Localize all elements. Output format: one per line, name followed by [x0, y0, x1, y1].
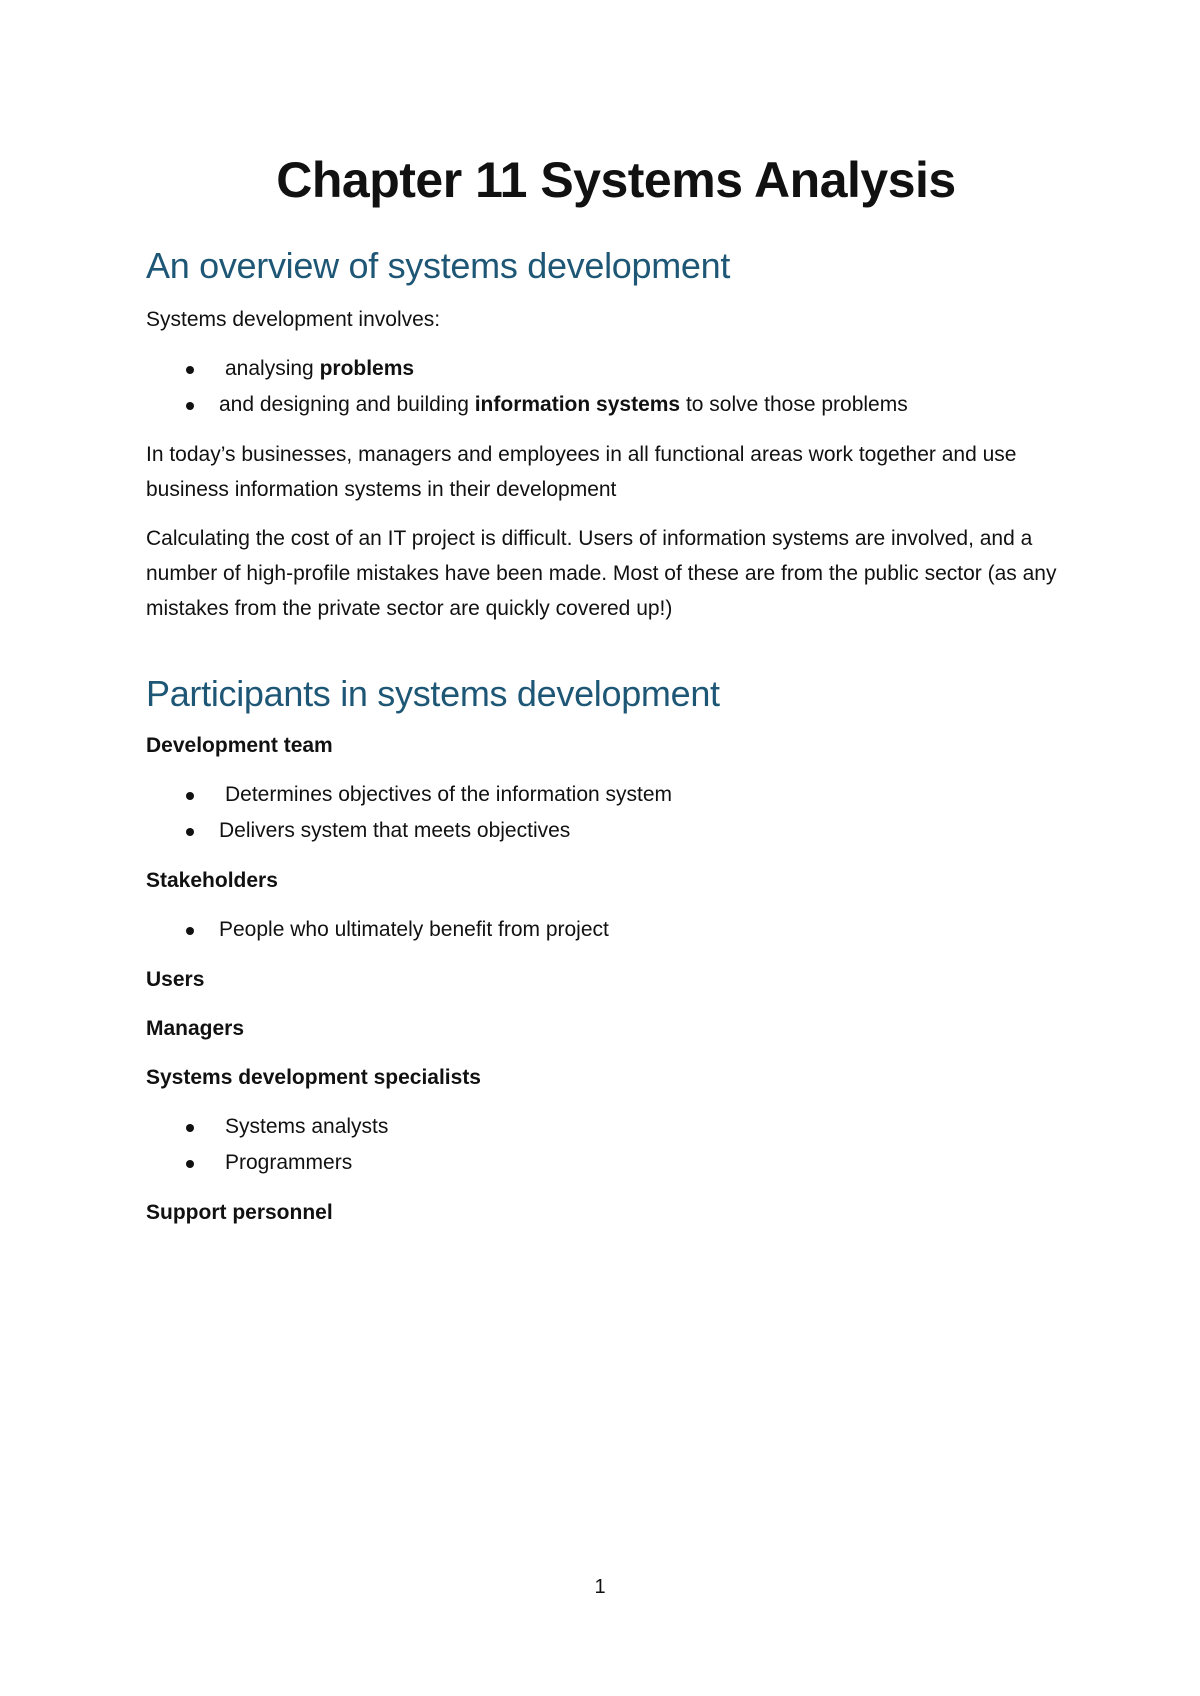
list-item [146, 912, 1086, 948]
list-item-text: Programmers [225, 1151, 353, 1174]
label-support-personnel: Support personnel [146, 1201, 333, 1224]
list-item-text: People who ultimately benefit from project [219, 918, 609, 941]
list-item-text: to solve those problems [680, 393, 908, 416]
bullet-icon [186, 366, 194, 374]
development-team-list [146, 777, 1086, 849]
bullet-icon [186, 927, 194, 935]
list-item [146, 1109, 1086, 1145]
overview-paragraph-2: Calculating the cost of an IT project is difficult. Users of information systems are involved, and a number of high-profile mistakes have been made. Most of these are from the public sector (as any mistakes from the private sector are quickly covered up!) [146, 527, 1057, 620]
list-item-text: Delivers system that meets objectives [219, 819, 571, 842]
overview-paragraph-1: In today’s businesses, managers and employees in all functional areas work together and use business information systems in their development [146, 443, 1017, 501]
section-heading-overview: An overview of systems development [146, 245, 731, 286]
list-item [146, 351, 1086, 387]
page-number: 1 [594, 1576, 606, 1598]
section-heading-participants: Participants in systems development [146, 673, 720, 714]
list-item-text: and designing and building [219, 393, 475, 416]
bullet-icon [186, 828, 194, 836]
list-item [146, 1145, 1086, 1181]
list-item [146, 387, 1086, 423]
label-development-team: Development team [146, 734, 333, 757]
overview-intro: Systems development involves: [146, 308, 441, 331]
label-users: Users [146, 968, 205, 991]
bullet-icon [186, 402, 194, 410]
list-item-bold: problems [319, 357, 415, 380]
list-item-text: Determines objectives of the information system [225, 783, 673, 806]
list-item [146, 777, 1086, 813]
list-item [146, 813, 1086, 849]
label-stakeholders: Stakeholders [146, 869, 278, 892]
page-content [146, 150, 1086, 1230]
label-specialists: Systems development specialists [146, 1066, 481, 1089]
list-item-text: analysing [225, 357, 320, 380]
list-item-text: Systems analysts [225, 1115, 389, 1138]
label-managers: Managers [146, 1017, 245, 1040]
bullet-icon [186, 1160, 194, 1168]
bullet-icon [186, 792, 194, 800]
specialists-list [146, 1109, 1086, 1181]
bullet-icon [186, 1124, 194, 1132]
list-item-bold: information systems [474, 393, 681, 416]
document-title: Chapter 11 Systems Analysis [276, 152, 956, 208]
stakeholders-list [146, 912, 1086, 948]
overview-bullet-list [146, 351, 1086, 423]
